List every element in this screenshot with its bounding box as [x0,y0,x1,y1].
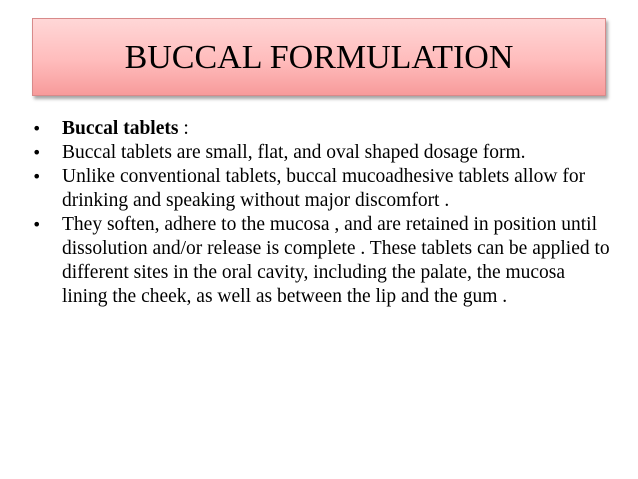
slide-title: BUCCAL FORMULATION [124,39,514,76]
bullet-icon: • [32,143,42,162]
bullet-icon: • [32,215,42,234]
bullet-bold-text: Buccal tablets [62,118,179,139]
bullet-icon: • [32,167,42,186]
bullet-text: Buccal tablets are small, flat, and oval shaped dosage form. [62,142,526,163]
bullet-list [32,117,612,309]
bullet-icon: • [32,119,42,138]
bullet-text: : [178,118,189,139]
bullet-text: They soften, adhere to the mucosa , and are retained in position until dissolution and/or release is complete . These tablets can be applied to different sites in the oral cavity, including the palate, the mucosa lining the cheek, as well as between the lip and the gum . [62,214,610,307]
bullet-item [32,165,612,213]
title-box [32,18,606,96]
bullet-item [32,141,612,165]
bullet-item [32,213,612,309]
bullet-item [32,117,612,141]
bullet-text: Unlike conventional tablets, buccal mucoadhesive tablets allow for drinking and speaking without major discomfort . [62,166,586,211]
